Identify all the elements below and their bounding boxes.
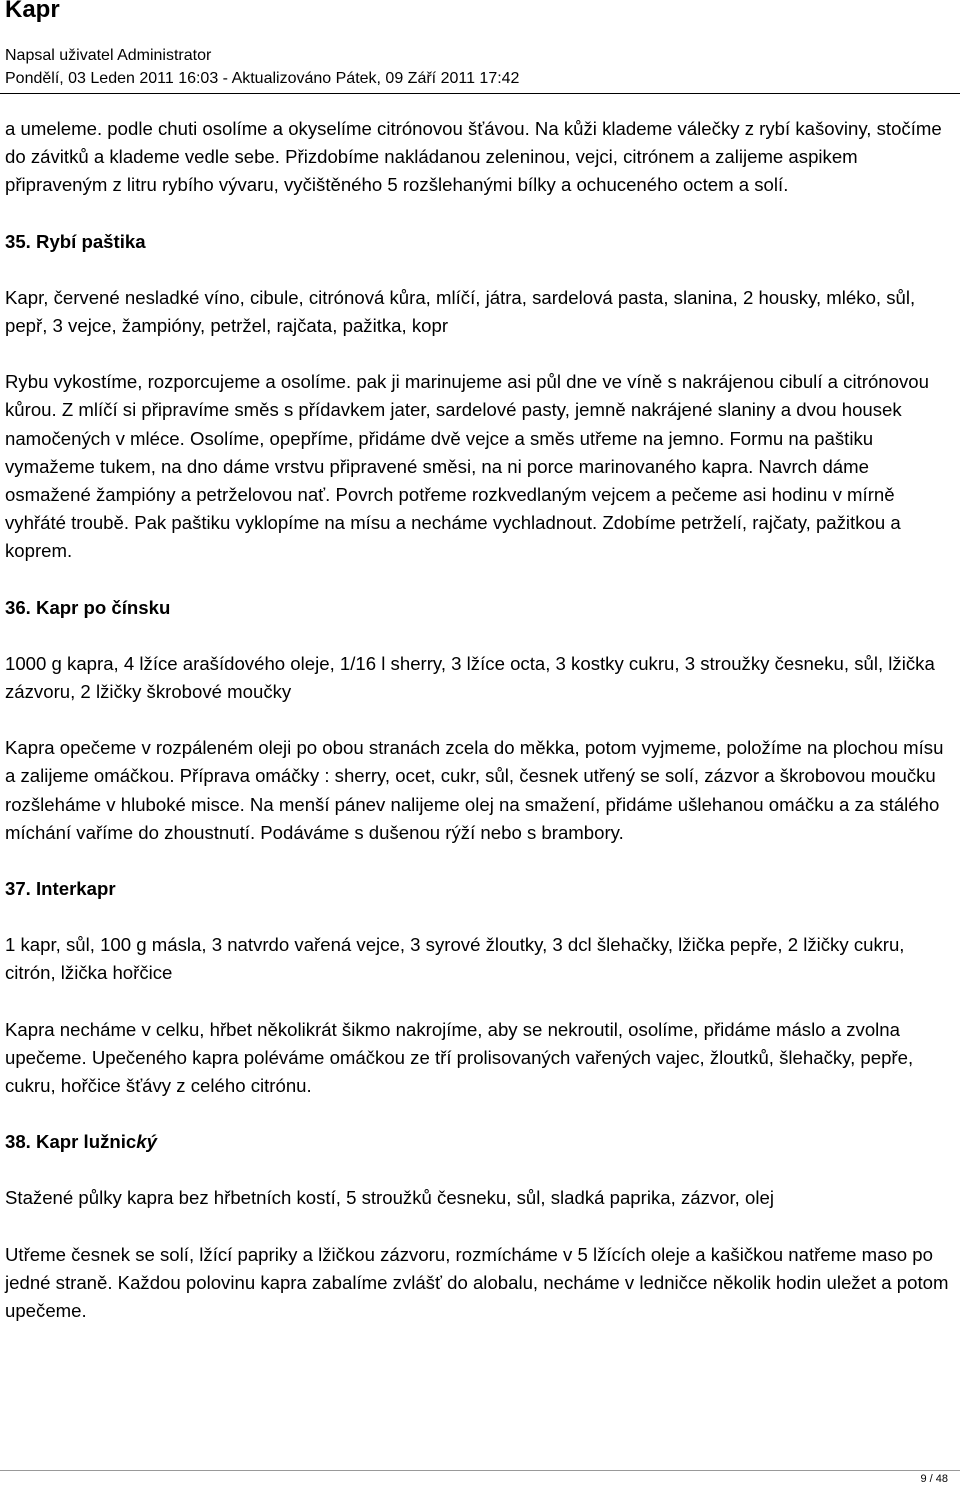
header-divider — [0, 93, 960, 94]
recipe-35-method: Rybu vykostíme, rozporcujeme a osolíme. pak ji marinujeme asi půl dne ve víně s nakrájenou cibulí a citrónovou kůrou. Z mlíčí si připravíme směs s přídavkem jater, sardelové pasty, jemně nakrájené slaniny a dvou housek namočených v mléce. Osolíme, opepříme, přidáme dvě vejce a směs utřeme na jemno. Formu na paštiku vymažeme tukem, na dno dáme vrstvu připravené směsi, na ni porce marinovaného kapra. Navrch dáme osmažené žampióny a petrželovou nať. Povrch potřeme rozkvedlaným vejcem a pečeme asi hodinu v mírně vyhřáté troubě. Pak paštiku vyklopíme na mísu a necháme vychladnout. Zdobíme petrželí, rajčaty, pažitkou a koprem. — [5, 371, 929, 562]
author-line: Napsal uživatel Administrator — [5, 47, 212, 64]
recipe-35-heading: 35. Rybí paštika — [5, 230, 146, 252]
recipe-35-ingredients: Kapr, červené nesladké víno, cibule, citrónová kůra, mlíčí, játra, sardelová pasta, slanina, 2 housky, mléko, sůl, pepř, 3 vejce, žampióny, petržel, rajčata, pažitka, kopr — [5, 286, 916, 337]
article-body — [5, 115, 950, 1325]
intro-paragraph: a umeleme. podle chuti osolíme a okyselíme citrónovou šťávou. Na kůži klademe válečky z rybí kašoviny, stočíme do závitků a klademe vedle sebe. Přizdobíme nakládanou zeleninou, vejci, citrónem a zalijeme aspikem připraveným z litru rybího vývaru, vyčištěného 5 rozšlehanými bílky a ochuceného octem a solí. — [5, 118, 942, 196]
recipe-36-method: Kapra opečeme v rozpáleném oleji po obou stranách zcela do měkka, potom vyjmeme, položíme na plochou mísu a zalijeme omáčkou. Příprava omáčky : sherry, ocet, cukr, sůl, česnek utřený se solí, zázvor a škrobovou moučku rozšleháme v hluboké misce. Na menší pánev nalijeme olej na smažení, přidáme ušlehanou omáčku a za stálého míchání vaříme do zhoustnutí. Podáváme s dušenou rýží nebo s brambory. — [5, 737, 944, 843]
page-number: 9 / 48 — [920, 1473, 948, 1485]
article-meta — [5, 44, 519, 90]
recipe-37-method: Kapra necháme v celku, hřbet několikrát šikmo nakrojíme, aby se nekroutil, osolíme, přidáme máslo a zvolna upečeme. Upečeného kapra poléváme omáčkou ze tří prolisovaných vařených vajec, žloutků, šlehačky, pepře, cukru, hořčice šťávy z celého citrónu. — [5, 1018, 914, 1097]
recipe-38-ingredients: Stažené půlky kapra bez hřbetních kostí, 5 stroužků česneku, sůl, sladká paprika, zázvor, olej — [5, 1187, 774, 1209]
document-title: Kapr — [5, 0, 60, 23]
date-line: Pondělí, 03 Leden 2011 16:03 - Aktualizováno Pátek, 09 Září 2011 17:42 — [5, 70, 520, 87]
recipe-37-ingredients: 1 kapr, sůl, 100 g másla, 3 natvrdo vařená vejce, 3 syrové žloutky, 3 dcl šlehačky, lžička pepře, 2 lžičky cukru, citrón, lžička hořčice — [5, 934, 905, 984]
recipe-38-heading-main: 38. Kapr lužnic — [5, 1131, 137, 1153]
recipe-36-ingredients: 1000 g kapra, 4 lžíce arašídového oleje, 1/16 l sherry, 3 lžíce octa, 3 kostky cukru, 3 stroužky česneku, sůl, lžička zázvoru, 2 lžičky škrobové moučky — [5, 652, 935, 703]
recipe-38-heading — [5, 1128, 950, 1156]
recipe-37-heading: 37. Interkapr — [5, 878, 116, 900]
footer-divider — [0, 1470, 960, 1471]
recipe-38-method: Utřeme česnek se solí, lžící papriky a lžičkou zázvoru, rozmícháme v 5 lžících oleje a kašičkou natřeme maso po jedné straně. Každou polovinu kapra zabalíme zvlášť do alobalu, necháme v ledničce několik hodin uležet a potom upečeme. — [5, 1243, 949, 1322]
recipe-38-heading-italic: ký — [136, 1131, 157, 1153]
recipe-36-heading: 36. Kapr po čínsku — [5, 596, 171, 618]
